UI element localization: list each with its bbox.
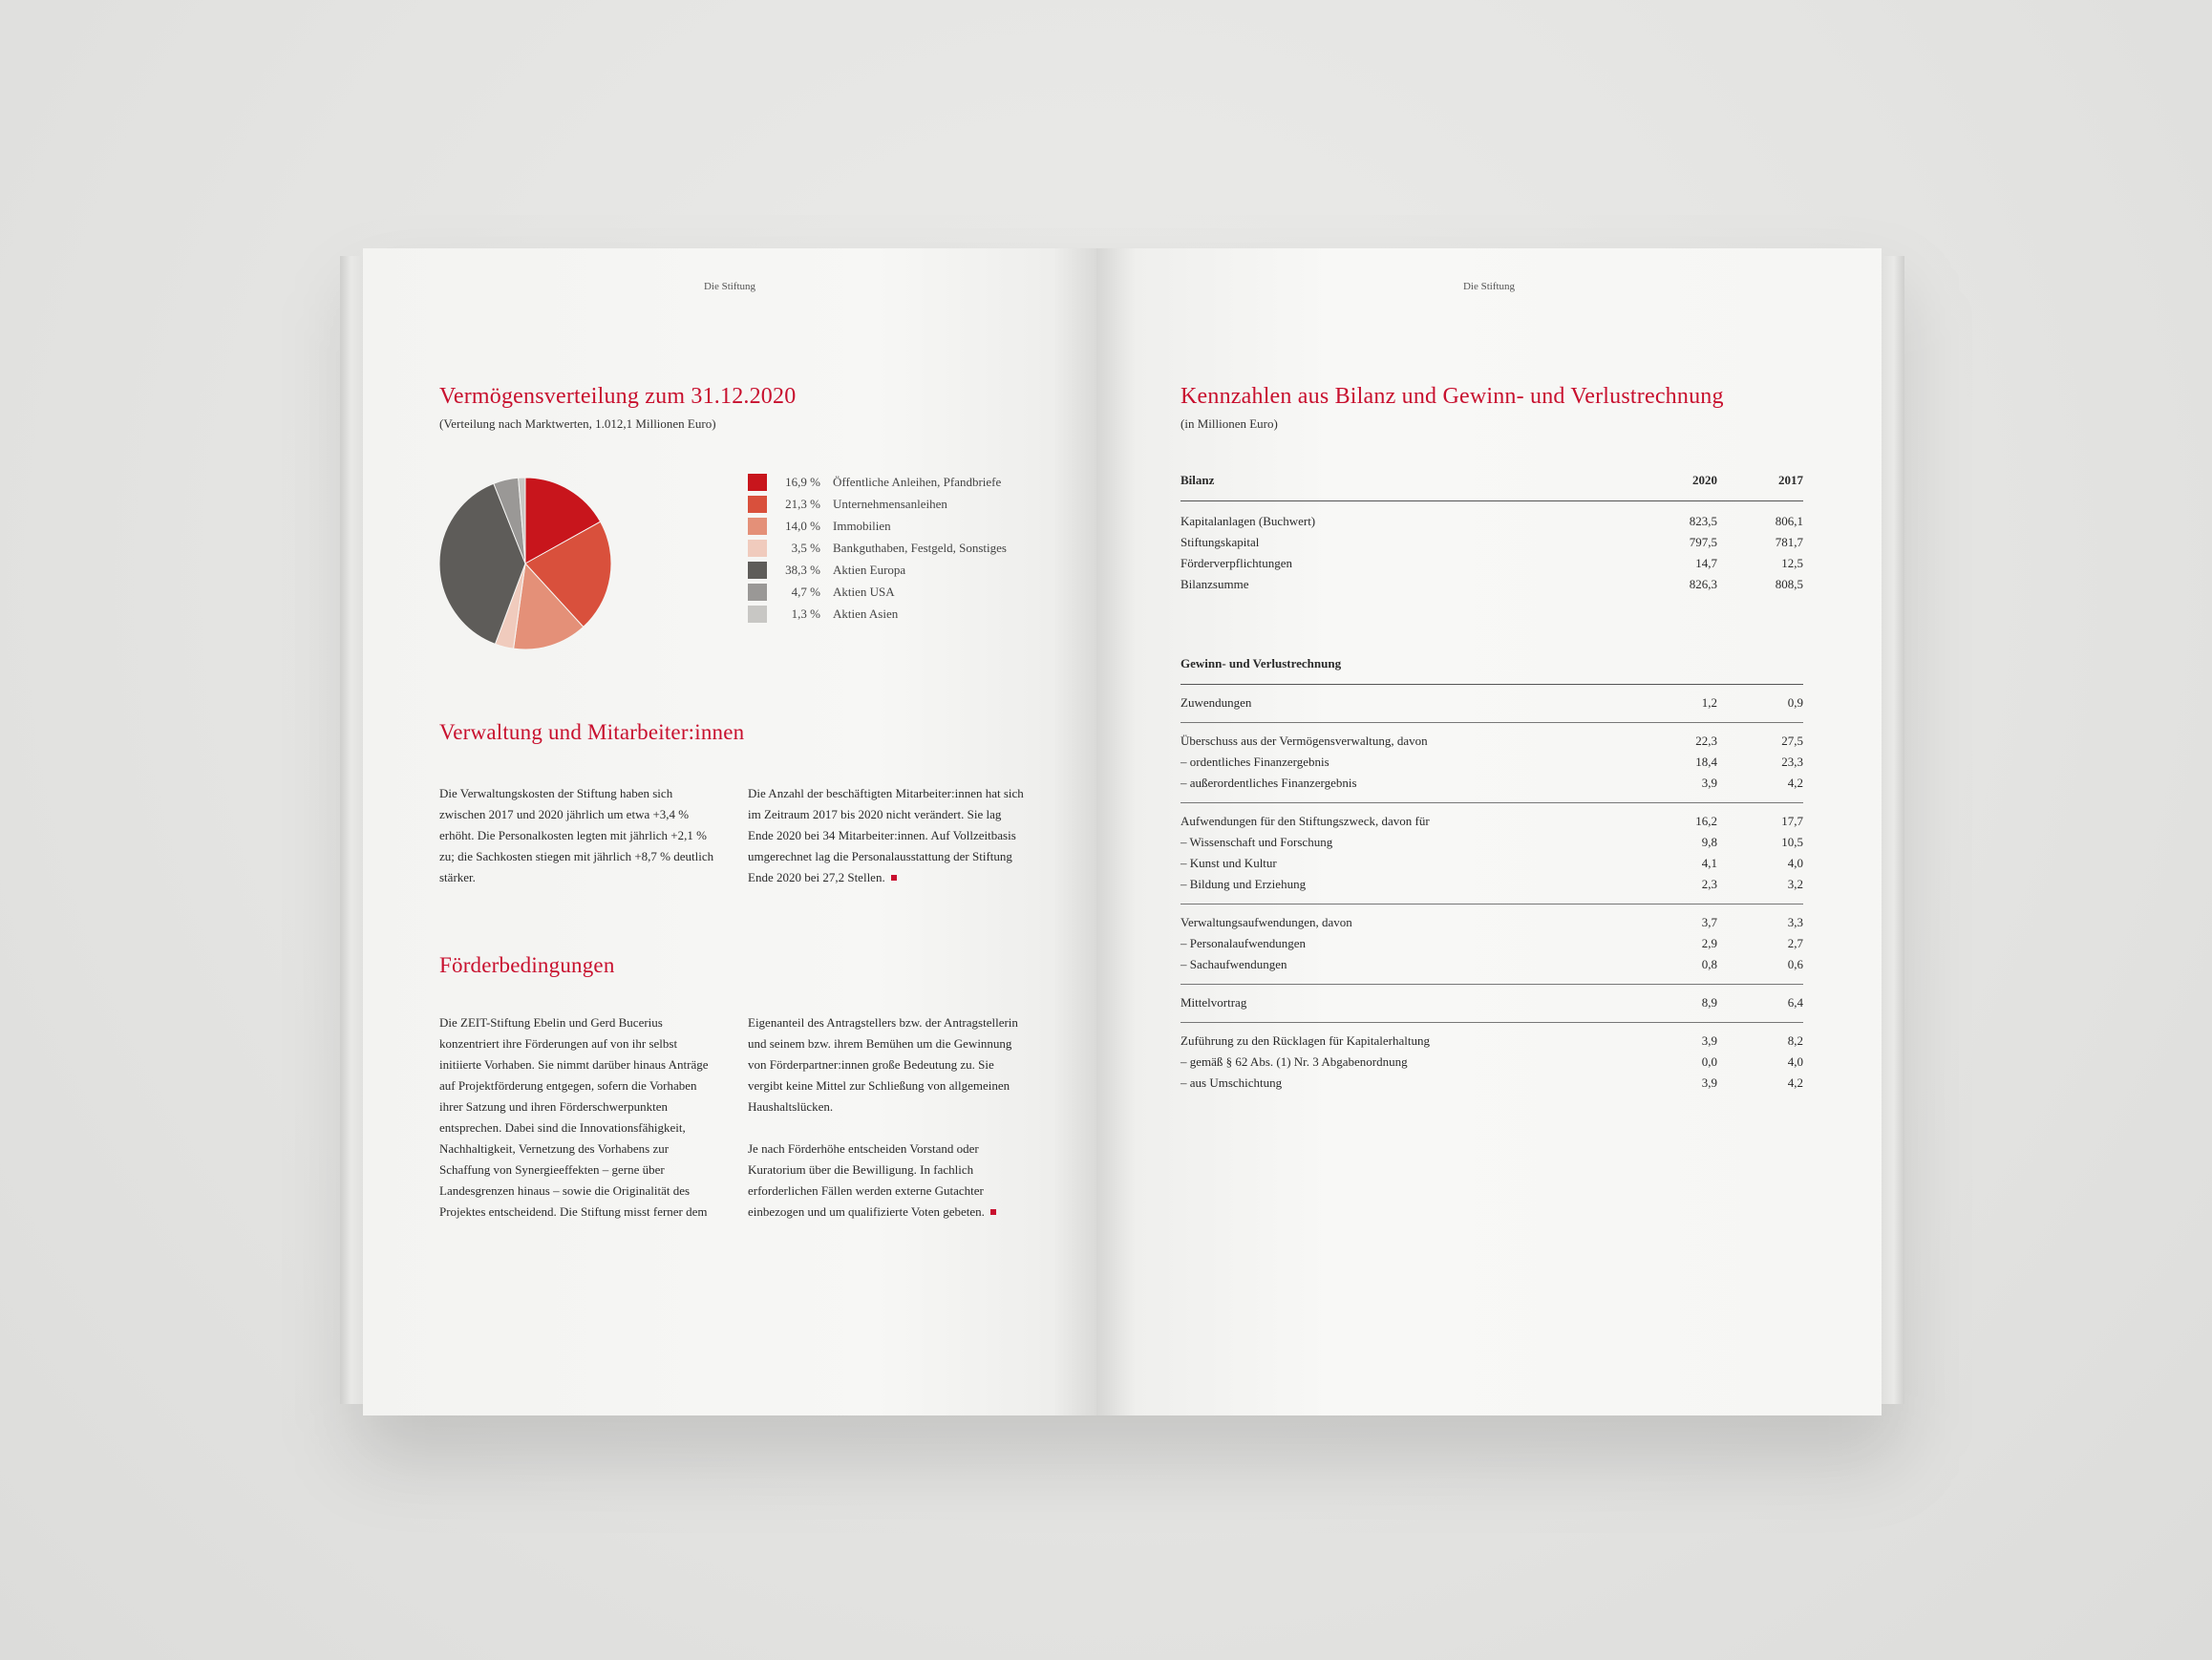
legend-percent: 16,9 %	[785, 475, 820, 489]
row-label: – Wissenschaft und Forschung	[1180, 835, 1333, 849]
value-2020: 18,4	[1695, 755, 1717, 769]
table-row	[1180, 511, 1803, 532]
legend-label: Aktien Europa	[833, 563, 906, 577]
verwaltung-text-1: Die Verwaltungskosten der Stiftung haben sich zwischen 2017 und 2020 jährlich um etwa +3,4 % erhöht. Die Personalkosten legten mit jährlich +2,1 % zu; die Sachkosten stiegen mit jährlich +8,7 % deutlich stärker.	[439, 786, 714, 884]
running-head-left: Die Stiftung	[703, 281, 756, 292]
legend-swatch	[748, 496, 767, 513]
end-mark-icon	[990, 1209, 996, 1215]
legend-percent: 4,7 %	[791, 585, 820, 599]
right-page	[1096, 248, 1882, 1415]
table-rule	[1180, 802, 1803, 803]
row-label: – Bildung und Erziehung	[1180, 877, 1307, 891]
value-2017: 2,7	[1787, 936, 1803, 950]
legend-swatch	[748, 606, 767, 623]
table-row	[1180, 853, 1803, 874]
table-row	[1180, 832, 1803, 853]
row-label: Kapitalanlagen (Buchwert)	[1180, 514, 1316, 528]
bilanz-rows	[1180, 511, 1803, 595]
legend-swatch	[748, 562, 767, 579]
row-label: – außerordentliches Finanzergebnis	[1180, 776, 1357, 790]
legend-swatch	[748, 540, 767, 557]
chart-title: Vermögensverteilung zum 31.12.2020	[439, 384, 797, 409]
foerder-text-1: Die ZEIT-Stiftung Ebelin und Gerd Bucerius konzentriert ihre Förderungen auf von ihr selbst initiierte Vorhaben. Sie nimmt darüber hinaus Anträge auf Projektförderung entgegen, sofern die Vorhaben ihrer Satzung und ihren Förderschwerpunkten entsprechen. Dabei sind die Innovationsfähigkeit, Nachhaltigkeit, Vernetzung des Vorhabens zur Schaffung von Synergieeffekten – gerne über Landesgrenzen hinaus – sowie die Originalität des Projektes entscheidend. Die Stiftung misst ferner dem	[439, 1015, 709, 1219]
row-label: Zuwendungen	[1180, 695, 1252, 710]
legend-swatch	[748, 518, 767, 535]
row-label: – ordentliches Finanzergebnis	[1180, 755, 1329, 769]
end-mark-icon	[891, 875, 897, 881]
row-label: – aus Umschichtung	[1180, 1075, 1283, 1090]
value-2020: 1,2	[1701, 695, 1717, 710]
table-row	[1180, 773, 1803, 794]
foerder-text-3: Je nach Förderhöhe entscheiden Vorstand oder Kuratorium über die Bewilligung. In fachlich erforderlichen Fällen werden externe Gutachter einbezogen und um qualifizierte Voten gebeten.	[748, 1139, 1025, 1223]
value-2017: 6,4	[1787, 995, 1803, 1010]
value-2020: 22,3	[1695, 734, 1717, 748]
bilanz-header-row	[1180, 470, 1803, 491]
legend-percent: 3,5 %	[791, 541, 820, 555]
foerder-column-1	[439, 1012, 709, 1244]
value-2020: 2,9	[1701, 936, 1717, 950]
row-label: Förderverpflichtungen	[1180, 556, 1292, 570]
table-rule	[1180, 984, 1803, 985]
value-2017: 3,2	[1787, 877, 1803, 891]
table-rule	[1180, 722, 1803, 723]
value-2020: 797,5	[1689, 535, 1717, 549]
table-row	[1180, 1052, 1803, 1073]
row-label: Bilanzsumme	[1180, 577, 1249, 591]
value-2017: 781,7	[1775, 535, 1803, 549]
page-stack-right	[1878, 256, 1904, 1404]
value-2017: 17,7	[1781, 814, 1803, 828]
value-2017: 10,5	[1781, 835, 1803, 849]
guv-group	[1180, 992, 1803, 1013]
value-2020: 4,1	[1701, 856, 1717, 870]
legend-percent: 14,0 %	[785, 519, 820, 533]
guv-groups	[1180, 692, 1803, 1094]
section-title-foerderbedingungen: Förderbedingungen	[439, 953, 615, 977]
value-2020: 16,2	[1695, 814, 1717, 828]
value-2017: 808,5	[1775, 577, 1803, 591]
value-2020: 2,3	[1701, 877, 1717, 891]
row-label: – gemäß § 62 Abs. (1) Nr. 3 Abgabenordnung	[1180, 1054, 1408, 1069]
foerder-text-2: Eigenanteil des Antragstellers bzw. der Antragstellerin und seinem bzw. ihrem Bemühen um die Gewinnung von Förderpartner:innen große Bedeutung zu. Sie vergibt keine Mittel zur Schließung von allgemeinen Haushaltslücken.	[748, 1015, 1018, 1114]
row-label: Stiftungskapital	[1180, 535, 1260, 549]
value-2017: 4,2	[1787, 776, 1803, 790]
year-2017-header: 2017	[1778, 473, 1803, 487]
table-row	[1180, 532, 1803, 553]
verwaltung-column-1	[439, 783, 716, 909]
bilanz-header-label: Bilanz	[1180, 473, 1215, 487]
table-row	[1180, 553, 1803, 574]
section-title-verwaltung: Verwaltung und Mitarbeiter:innen	[439, 720, 745, 744]
table-row	[1180, 954, 1803, 975]
table-rule	[1180, 1022, 1803, 1023]
table-row	[1180, 731, 1803, 752]
guv-table	[1180, 653, 1803, 1094]
row-label: Mittelvortrag	[1180, 995, 1247, 1010]
legend-swatch	[748, 474, 767, 491]
value-2020: 826,3	[1689, 577, 1717, 591]
value-2017: 806,1	[1775, 514, 1803, 528]
value-2020: 8,9	[1701, 995, 1717, 1010]
guv-group	[1180, 692, 1803, 713]
value-2020: 14,7	[1695, 556, 1717, 570]
kennzahlen-title: Kennzahlen aus Bilanz und Gewinn- und Verlustrechnung	[1180, 384, 1724, 409]
kennzahlen-subtitle: (in Millionen Euro)	[1180, 416, 1278, 431]
guv-group	[1180, 811, 1803, 895]
verwaltung-column-2	[748, 783, 1027, 909]
table-row	[1180, 1073, 1803, 1094]
chart-subtitle: (Verteilung nach Marktwerten, 1.012,1 Millionen Euro)	[439, 416, 716, 431]
legend-label: Bankguthaben, Festgeld, Sonstiges	[833, 541, 1007, 555]
table-row	[1180, 912, 1803, 933]
legend-label: Aktien USA	[833, 585, 895, 599]
table-row	[1180, 1031, 1803, 1052]
left-page	[363, 248, 1096, 1415]
foerder-column-2	[748, 1012, 1025, 1244]
table-row	[1180, 933, 1803, 954]
guv-header-row	[1180, 653, 1803, 674]
row-label: Aufwendungen für den Stiftungszweck, davon für	[1180, 814, 1430, 828]
guv-group	[1180, 1031, 1803, 1094]
legend-percent: 38,3 %	[785, 563, 820, 577]
row-label: Überschuss aus der Vermögensverwaltung, davon	[1180, 734, 1428, 748]
legend-percent: 21,3 %	[785, 497, 820, 511]
value-2017: 3,3	[1787, 915, 1803, 929]
row-label: Zuführung zu den Rücklagen für Kapitalerhaltung	[1180, 1033, 1430, 1048]
table-row	[1180, 692, 1803, 713]
bilanz-table	[1180, 470, 1803, 595]
value-2017: 4,0	[1787, 856, 1803, 870]
legend-label: Unternehmensanleihen	[833, 497, 947, 511]
table-row	[1180, 874, 1803, 895]
value-2020: 3,9	[1701, 1075, 1717, 1090]
guv-group	[1180, 912, 1803, 975]
value-2020: 3,7	[1701, 915, 1717, 929]
legend-label: Aktien Asien	[833, 607, 899, 621]
year-2020-header: 2020	[1692, 473, 1717, 487]
table-rule	[1180, 684, 1803, 685]
value-2017: 12,5	[1781, 556, 1803, 570]
row-label: – Personalaufwendungen	[1180, 936, 1307, 950]
row-label: – Kunst und Kultur	[1180, 856, 1277, 870]
value-2017: 4,0	[1787, 1054, 1803, 1069]
value-2017: 0,9	[1787, 695, 1803, 710]
value-2017: 23,3	[1781, 755, 1803, 769]
value-2020: 9,8	[1701, 835, 1717, 849]
pie-chart	[430, 468, 621, 659]
value-2017: 0,6	[1787, 957, 1803, 971]
row-label: Verwaltungsaufwendungen, davon	[1180, 915, 1352, 929]
row-label: – Sachaufwendungen	[1180, 957, 1287, 971]
value-2020: 823,5	[1689, 514, 1717, 528]
running-head-right: Die Stiftung	[1462, 281, 1516, 292]
value-2020: 0,0	[1701, 1054, 1717, 1069]
value-2020: 3,9	[1701, 776, 1717, 790]
value-2017: 27,5	[1781, 734, 1803, 748]
guv-header-label: Gewinn- und Verlustrechnung	[1180, 656, 1342, 670]
guv-group	[1180, 731, 1803, 794]
table-row	[1180, 752, 1803, 773]
value-2017: 4,2	[1787, 1075, 1803, 1090]
legend-label: Immobilien	[833, 519, 891, 533]
verwaltung-text-2: Die Anzahl der beschäftigten Mitarbeiter:innen hat sich im Zeitraum 2017 bis 2020 nicht verändert. Sie lag Ende 2020 bei 34 Mitarbeiter:innen. Auf Vollzeitbasis umgerechnet lag die Personalausstattung der Stiftung Ende 2020 bei 27,2 Stellen.	[748, 786, 1024, 884]
value-2017: 8,2	[1787, 1033, 1803, 1048]
value-2020: 0,8	[1701, 957, 1717, 971]
legend-percent: 1,3 %	[791, 607, 820, 621]
value-2020: 3,9	[1701, 1033, 1717, 1048]
table-row	[1180, 574, 1803, 595]
legend-label: Öffentliche Anleihen, Pfandbriefe	[833, 475, 1002, 489]
table-row	[1180, 811, 1803, 832]
table-rule	[1180, 500, 1803, 501]
legend-swatch	[748, 584, 767, 601]
table-row	[1180, 992, 1803, 1013]
